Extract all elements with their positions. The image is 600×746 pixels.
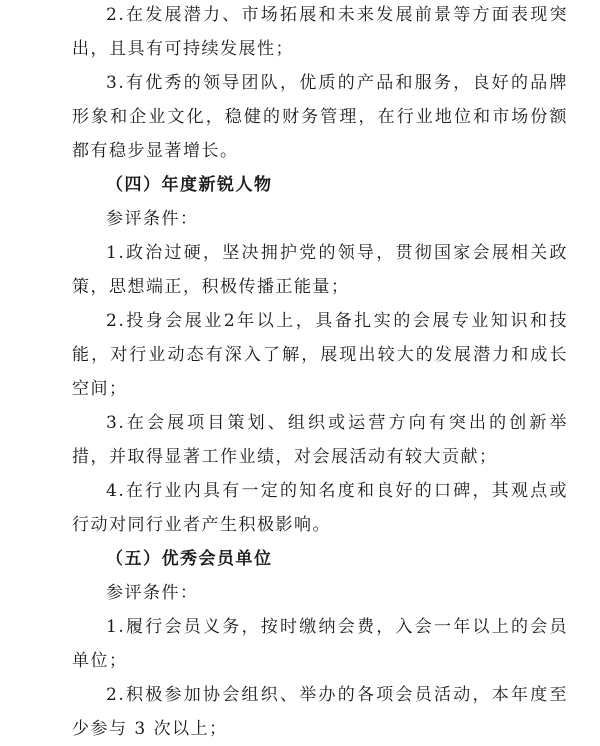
criteria-item-3: 3.有优秀的领导团队，优质的产品和服务，良好的品牌形象和企业文化，稳健的财务管理，在行业地位和市场份额都有稳步显著增长。 bbox=[72, 73, 568, 161]
criteria-item-4: 4.在行业内具有一定的知名度和良好的口碑，其观点或行动对同行业者产生积极影响。 bbox=[72, 481, 568, 535]
criteria-item-2: 2.在发展潜力、市场拓展和未来发展前景等方面表现突出，且具有可持续发展性； bbox=[72, 5, 568, 59]
criteria-item-1: 1.政治过硬，坚决拥护党的领导，贯彻国家会展相关政策，思想端正，积极传播正能量； bbox=[72, 243, 568, 297]
criteria-item-2: 2.积极参加协会组织、举办的各项会员活动，本年度至少参与 3 次以上； bbox=[72, 685, 568, 739]
section-heading-rising-star: （四）年度新锐人物 bbox=[106, 175, 273, 195]
criteria-item-2: 2.投身会展业2年以上，具备扎实的会展专业知识和技能，对行业动态有深入了解，展现出较大的发展潜力和成长空间； bbox=[72, 311, 568, 399]
section-heading-member-unit: （五）优秀会员单位 bbox=[106, 549, 273, 569]
criteria-item-1: 1.履行会员义务，按时缴纳会费，入会一年以上的会员单位； bbox=[72, 617, 568, 671]
criteria-label: 参评条件： bbox=[106, 209, 199, 229]
criteria-item-3: 3.在会展项目策划、组织或运营方向有突出的创新举措，并取得显著工作业绩，对会展活动有较大贡献； bbox=[72, 413, 568, 467]
criteria-label: 参评条件： bbox=[106, 583, 199, 603]
